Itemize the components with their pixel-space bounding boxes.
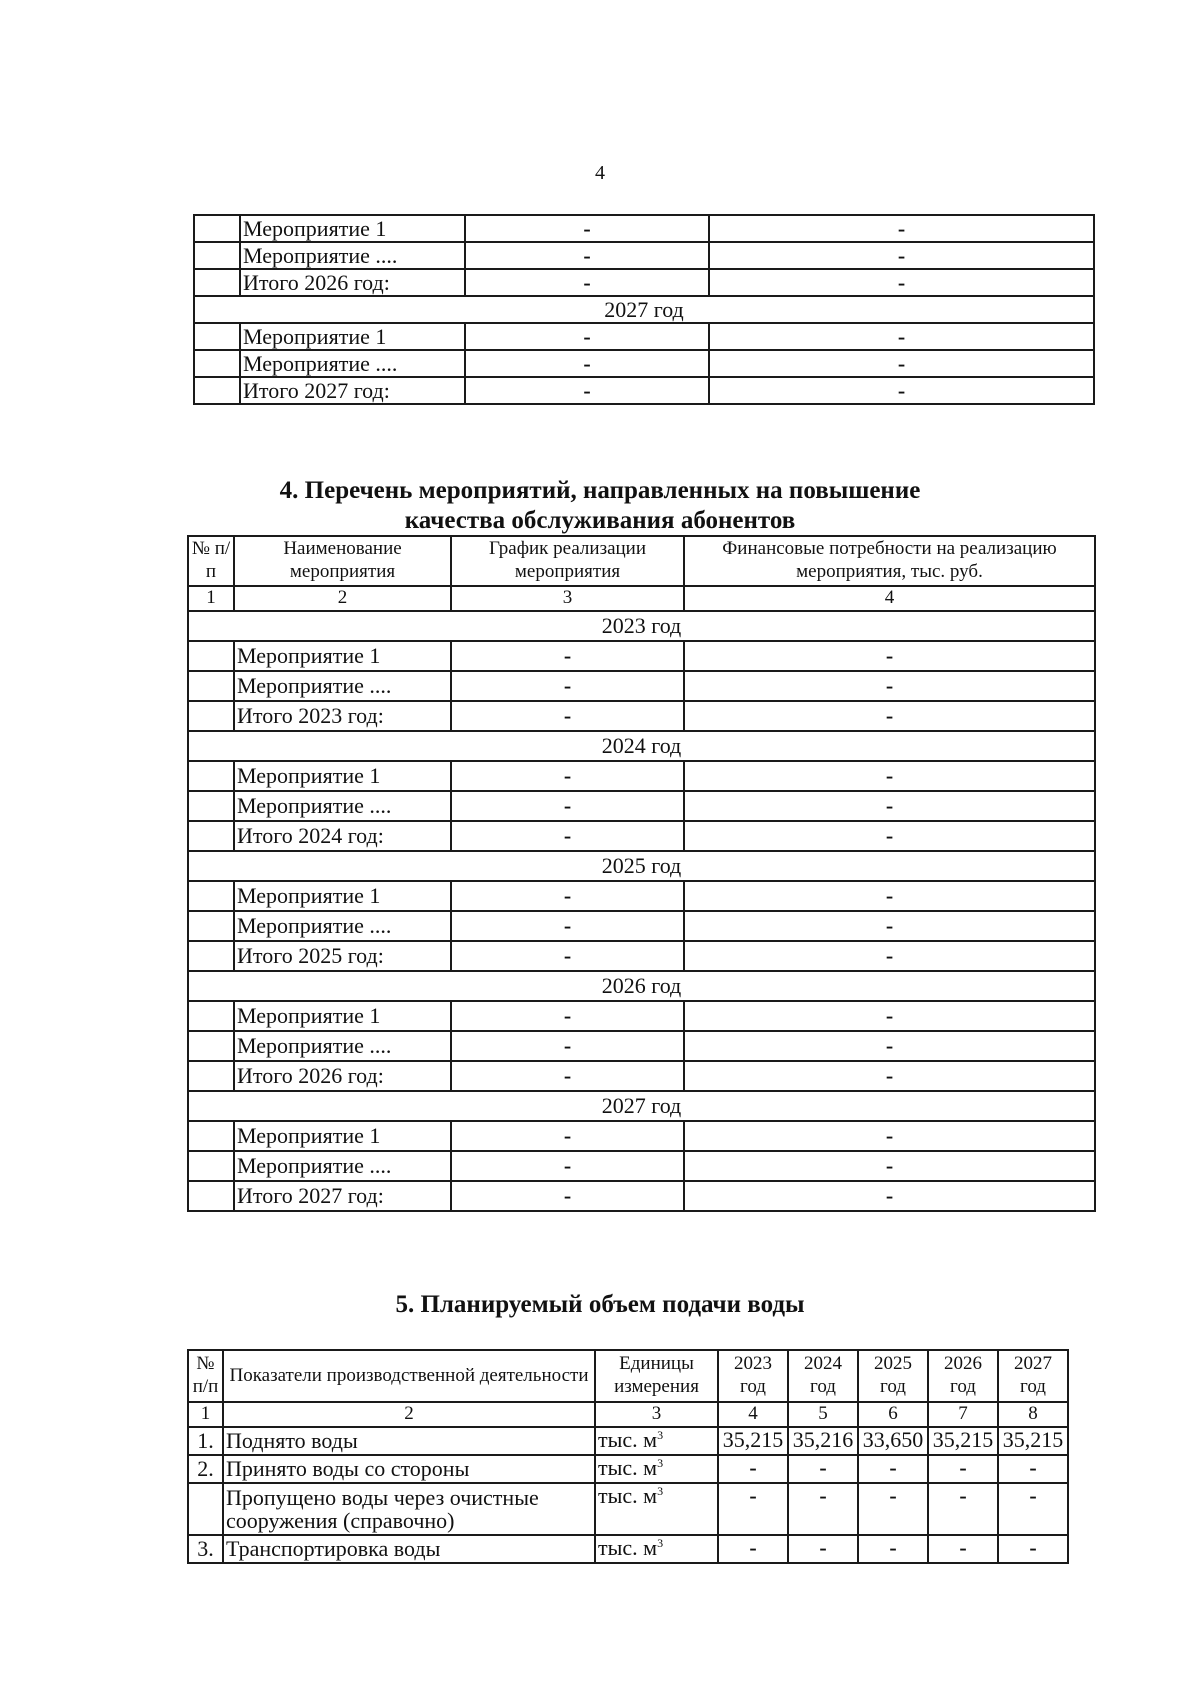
activity-schedule: - [451,821,684,851]
activity-schedule: - [451,761,684,791]
row-num-cell [194,377,240,404]
row-num-cell [188,1181,234,1211]
activity-name: Итого 2023 год: [234,701,451,731]
activity-name: Итого 2025 год: [234,941,451,971]
s5-header-unit: Единицы измерения [595,1350,718,1402]
section4-colnum-row [188,586,1095,611]
row-num-cell [188,1151,234,1181]
value-cell: - [718,1483,788,1535]
year-row [188,1091,1095,1121]
activity-schedule: - [451,1151,684,1181]
colnum-3: 3 [451,586,684,611]
table-row [188,821,1095,851]
table-row [188,911,1095,941]
section4-header-row [188,536,1095,586]
row-num-cell [188,911,234,941]
value-cell: - [858,1535,928,1563]
table-row [188,791,1095,821]
value-cell: - [788,1455,858,1483]
section4-title-line1: 4. Перечень мероприятий, направленных на повышение [279,477,921,504]
row-num-cell [188,881,234,911]
activity-finance: - [709,242,1094,269]
unit-cell [595,1535,718,1563]
activity-schedule: - [451,881,684,911]
table-row [188,671,1095,701]
s5-header-2023: 2023 год [718,1350,788,1402]
value-cell: - [718,1535,788,1563]
activity-schedule: - [451,911,684,941]
value-cell: - [928,1483,998,1535]
year-label: 2027 год [194,296,1094,323]
indicator-num: 3. [188,1535,223,1563]
activity-schedule: - [451,791,684,821]
row-num-cell [188,941,234,971]
indicator-name: Принято воды со стороны [223,1455,595,1483]
section4-title [0,476,1200,536]
activity-finance: - [684,1001,1095,1031]
year-label: 2026 год [188,971,1095,1001]
s5-colnum-4: 4 [718,1402,788,1427]
value-cell: - [858,1483,928,1535]
activity-finance: - [684,1121,1095,1151]
header-schedule: График реализации мероприятия [451,536,684,586]
value-cell: 35,215 [718,1427,788,1455]
activity-schedule: - [451,701,684,731]
activity-name: Мероприятие .... [234,791,451,821]
table-row [188,1061,1095,1091]
row-num-cell [188,761,234,791]
row-num-cell [188,701,234,731]
activity-finance: - [684,911,1095,941]
activity-schedule: - [465,215,709,242]
s5-colnum-1: 1 [188,1402,223,1427]
table-row [194,269,1094,296]
value-cell: - [998,1535,1068,1563]
value-cell: - [858,1455,928,1483]
activity-finance: - [684,1031,1095,1061]
year-label: 2023 год [188,611,1095,641]
activity-finance: - [684,1181,1095,1211]
value-cell: 35,215 [998,1427,1068,1455]
activity-finance: - [684,1061,1095,1091]
activity-name: Мероприятие .... [234,1031,451,1061]
row-num-cell [194,350,240,377]
activity-schedule: - [451,1181,684,1211]
table-row [194,323,1094,350]
indicator-name: Поднято воды [223,1427,595,1455]
value-cell: - [928,1455,998,1483]
section5-header-row [188,1350,1068,1402]
header-finance: Финансовые потребности на реализацию мероприятия, тыс. руб. [684,536,1095,586]
unit-cell [595,1455,718,1483]
value-cell: - [718,1455,788,1483]
activity-name: Мероприятие .... [234,1151,451,1181]
activity-finance: - [684,671,1095,701]
activity-name: Мероприятие 1 [234,761,451,791]
table-row [188,1427,1068,1455]
activity-name: Мероприятие .... [240,242,465,269]
s5-header-2025: 2025 год [858,1350,928,1402]
row-num-cell [194,242,240,269]
header-name: Наименование мероприятия [234,536,451,586]
unit-text: тыс. м [598,1454,658,1480]
colnum-4: 4 [684,586,1095,611]
value-cell: 33,650 [858,1427,928,1455]
year-row [188,731,1095,761]
row-num-cell [188,1001,234,1031]
value-cell: - [928,1535,998,1563]
year-label: 2024 год [188,731,1095,761]
activity-finance: - [684,1151,1095,1181]
value-cell: 35,215 [928,1427,998,1455]
table-row [194,377,1094,404]
activity-name: Итого 2027 год: [234,1181,451,1211]
s5-colnum-2: 2 [223,1402,595,1427]
section5-title: 5. Планируемый объем подачи воды [395,1291,805,1318]
activity-finance: - [684,791,1095,821]
unit-cell [595,1427,718,1455]
year-row [194,296,1094,323]
activity-name: Мероприятие .... [234,671,451,701]
activity-schedule: - [465,269,709,296]
activity-schedule: - [451,641,684,671]
indicator-num: 2. [188,1455,223,1483]
year-row [188,611,1095,641]
activity-name: Итого 2026 год: [240,269,465,296]
table-row [188,1121,1095,1151]
table-row [188,881,1095,911]
row-num-cell [188,791,234,821]
activity-name: Итого 2027 год: [240,377,465,404]
activity-finance: - [709,350,1094,377]
activity-schedule: - [451,941,684,971]
value-cell: - [788,1483,858,1535]
s5-colnum-8: 8 [998,1402,1068,1427]
row-num-cell [194,323,240,350]
value-cell: - [788,1535,858,1563]
s5-header-2026: 2026 год [928,1350,998,1402]
activity-schedule: - [465,377,709,404]
s5-colnum-7: 7 [928,1402,998,1427]
value-cell: 35,216 [788,1427,858,1455]
table-row [188,1151,1095,1181]
s5-colnum-5: 5 [788,1402,858,1427]
activity-name: Мероприятие .... [240,350,465,377]
activity-name: Мероприятие 1 [240,323,465,350]
table-row [188,1535,1068,1563]
row-num-cell [188,641,234,671]
indicator-name: Транспортировка воды [223,1535,595,1563]
activity-finance: - [709,269,1094,296]
unit-text: тыс. м [598,1534,658,1560]
row-num-cell [188,671,234,701]
value-cell: - [998,1455,1068,1483]
year-label: 2027 год [188,1091,1095,1121]
table-row [188,941,1095,971]
table-row [188,1001,1095,1031]
activity-name: Мероприятие 1 [234,641,451,671]
row-num-cell [188,821,234,851]
section5-colnum-row [188,1402,1068,1427]
table-row [194,242,1094,269]
activity-schedule: - [451,1031,684,1061]
colnum-1: 1 [188,586,234,611]
continued-activities-table [193,214,1095,405]
s5-header-num: № п/п [188,1350,223,1402]
activity-name: Мероприятие 1 [234,1121,451,1151]
activity-schedule: - [451,1001,684,1031]
s5-colnum-6: 6 [858,1402,928,1427]
unit-exponent: 3 [657,1483,664,1498]
row-num-cell [188,1061,234,1091]
table-row [188,1031,1095,1061]
activity-finance: - [684,821,1095,851]
activity-finance: - [709,377,1094,404]
activity-name: Итого 2026 год: [234,1061,451,1091]
activity-finance: - [709,215,1094,242]
table-row [194,215,1094,242]
s5-header-indicator: Показатели производственной деятельности [223,1350,595,1402]
activity-finance: - [684,881,1095,911]
year-row [188,851,1095,881]
section5-table [187,1349,1069,1564]
activity-schedule: - [451,671,684,701]
table-row [188,1455,1068,1483]
unit-exponent: 3 [657,1455,664,1470]
colnum-2: 2 [234,586,451,611]
table-row [188,701,1095,731]
row-num-cell [188,1121,234,1151]
table-row [188,1181,1095,1211]
unit-exponent: 3 [657,1427,664,1442]
row-num-cell [194,215,240,242]
s5-header-2027: 2027 год [998,1350,1068,1402]
table-row [188,1483,1068,1535]
table-row [188,761,1095,791]
year-label: 2025 год [188,851,1095,881]
s5-colnum-3: 3 [595,1402,718,1427]
activity-name: Мероприятие .... [234,911,451,941]
activity-finance: - [684,701,1095,731]
page-number: 4 [595,162,605,184]
unit-text: тыс. м [598,1482,658,1508]
indicator-num [188,1483,223,1535]
activity-name: Мероприятие 1 [234,1001,451,1031]
unit-exponent: 3 [657,1535,664,1550]
activity-name: Итого 2024 год: [234,821,451,851]
row-num-cell [194,269,240,296]
indicator-name: Пропущено воды через очистные сооружения (справочно) [223,1483,595,1535]
activity-finance: - [684,761,1095,791]
activity-name: Мероприятие 1 [240,215,465,242]
activity-schedule: - [465,350,709,377]
activity-finance: - [684,641,1095,671]
section4-title-line2: качества обслуживания абонентов [404,507,796,534]
activity-finance: - [684,941,1095,971]
header-num: № п/п [188,536,234,586]
year-row [188,971,1095,1001]
indicator-num: 1. [188,1427,223,1455]
row-num-cell [188,1031,234,1061]
activity-name: Мероприятие 1 [234,881,451,911]
unit-text: тыс. м [598,1426,658,1452]
table-row [194,350,1094,377]
activity-schedule: - [451,1061,684,1091]
unit-cell [595,1483,718,1535]
activity-finance: - [709,323,1094,350]
activity-schedule: - [465,323,709,350]
s5-header-2024: 2024 год [788,1350,858,1402]
value-cell: - [998,1483,1068,1535]
activity-schedule: - [451,1121,684,1151]
table-row [188,641,1095,671]
section4-table [187,535,1096,1212]
activity-schedule: - [465,242,709,269]
